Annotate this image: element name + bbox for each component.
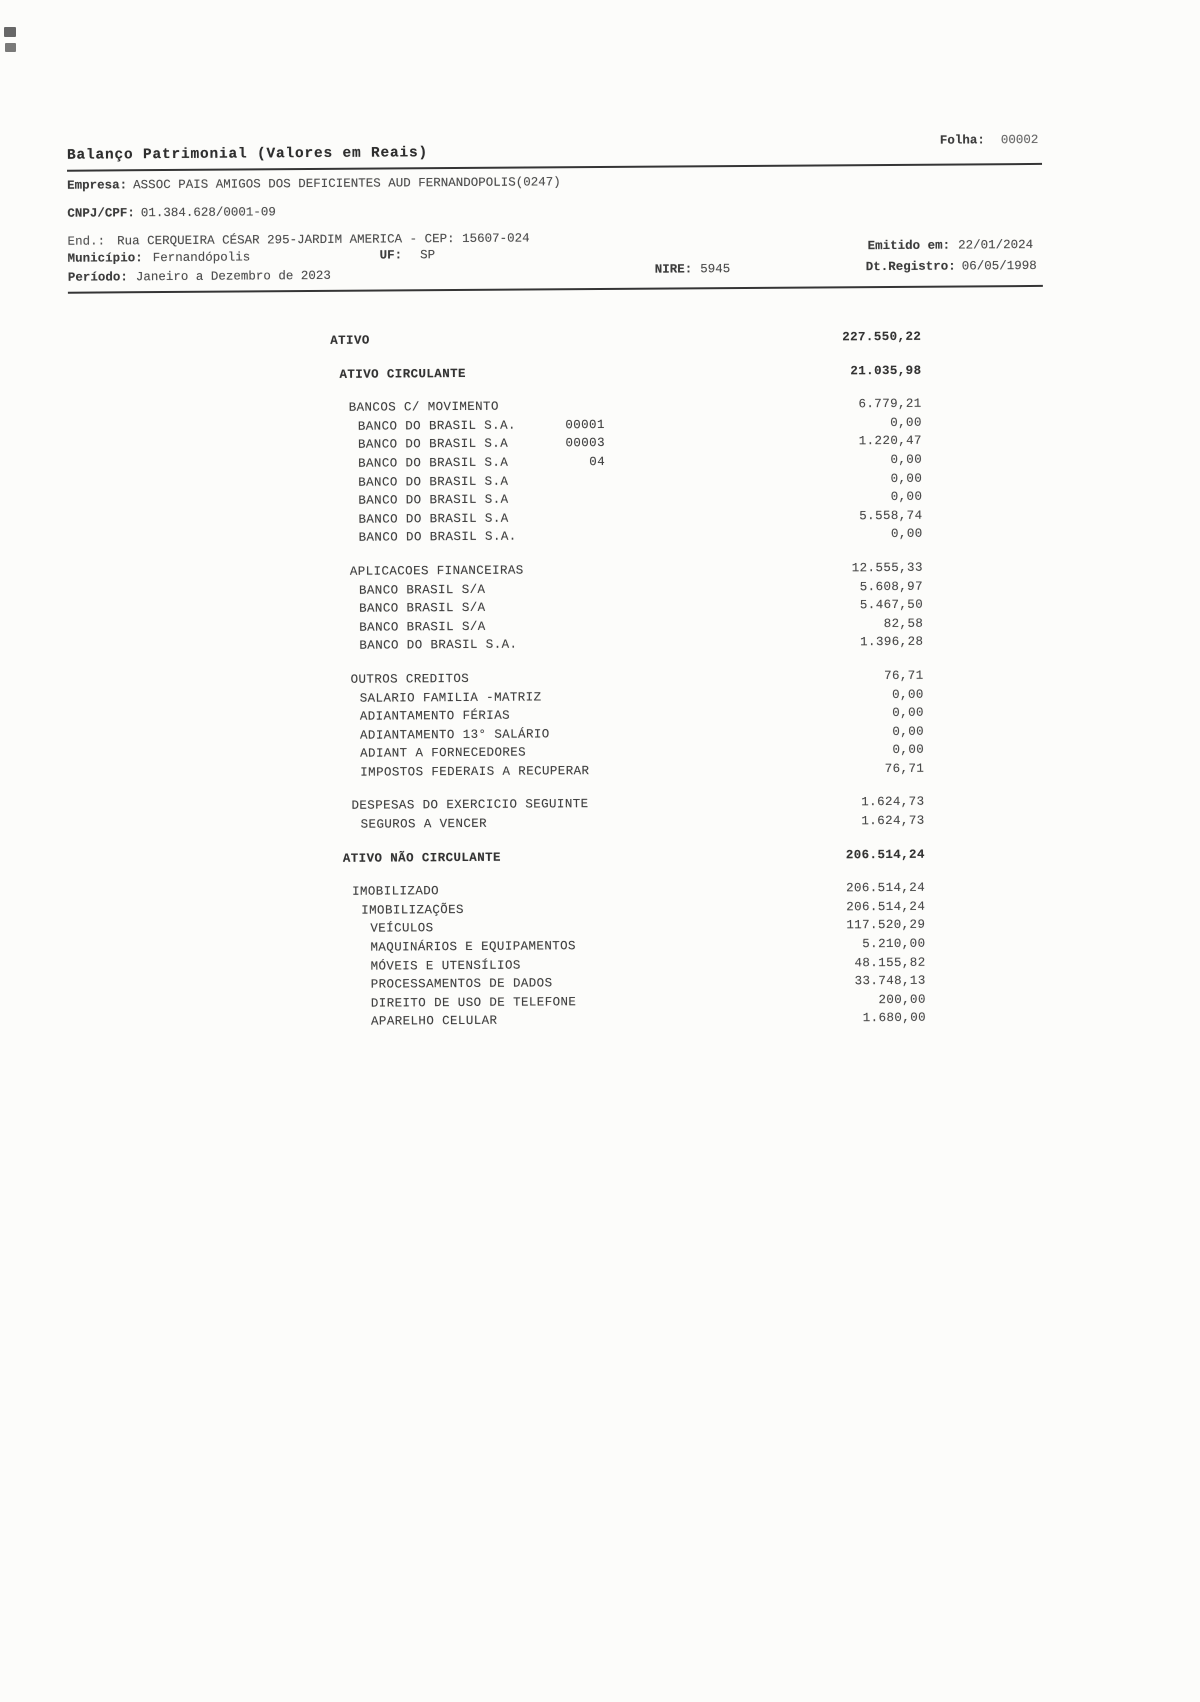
account-value: 0,00	[892, 743, 925, 758]
account-value: 5.608,97	[859, 579, 924, 594]
emitido-label: Emitido em:	[867, 238, 951, 254]
account-value: 0,00	[890, 415, 922, 430]
page-title: Balanço Patrimonial (Valores em Reais)	[66, 145, 429, 164]
municipio-value: Fernandópolis	[152, 250, 251, 266]
account-value: 33.748,13	[854, 973, 926, 989]
empresa-field	[67, 175, 561, 192]
account-label: BANCO DO BRASIL S.A	[358, 492, 509, 508]
account-label: MAQUINÁRIOS E EQUIPAMENTOS	[370, 939, 576, 955]
account-value: 117.520,29	[846, 918, 926, 933]
account-label: IMPOSTOS FEDERAIS A RECUPERAR	[360, 763, 590, 780]
account-label: IMOBILIZAÇÕES	[361, 902, 464, 918]
account-label: BANCO BRASIL S/A	[359, 600, 486, 616]
account-label: DIREITO DE USO DE TELEFONE	[370, 994, 577, 1011]
account-value: 0,00	[890, 489, 923, 505]
uf-label: UF:	[379, 248, 403, 263]
uf-field	[380, 248, 436, 262]
account-label: VEÍCULOS	[370, 921, 434, 937]
account-value: 1.624,73	[861, 795, 925, 810]
endereco-field	[67, 231, 529, 248]
account-value: 0,00	[892, 724, 925, 739]
nire-label: NIRE:	[654, 262, 693, 277]
account-label: ATIVO	[330, 333, 370, 348]
account-label: MÓVEIS E UTENSÍLIOS	[370, 958, 521, 974]
account-label: IMOBILIZADO	[352, 884, 440, 899]
account-value: 1.396,28	[860, 635, 924, 650]
account-label: ATIVO NÃO CIRCULANTE	[342, 850, 501, 866]
nire-field	[655, 262, 731, 277]
cnpj-field	[67, 205, 276, 220]
cnpj-value: 01.384.628/0001-09	[140, 205, 276, 221]
account-value: 227.550,22	[842, 329, 922, 345]
account-label: BANCO BRASIL S/A	[359, 619, 486, 635]
account-value: 0,00	[890, 527, 923, 542]
empresa-value: ASSOC PAIS AMIGOS DOS DEFICIENTES AUD FERNANDOPOLIS(0247)	[133, 175, 561, 193]
account-label: ADIANT A FORNECEDORES	[360, 745, 527, 761]
account-value: 82,58	[883, 616, 924, 631]
statement-rows	[0, 328, 1200, 1036]
folha-field	[940, 133, 1039, 148]
municipio-label: Município:	[67, 251, 143, 266]
account-value: 200,00	[878, 992, 926, 1007]
account-value: 12.555,33	[851, 560, 923, 576]
account-label: BANCO DO BRASIL S.A	[358, 474, 509, 490]
account-label: BANCO BRASIL S/A	[358, 582, 486, 598]
account-value: 76,71	[884, 761, 925, 776]
emitido-field	[868, 238, 1034, 253]
account-label: ADIANTAMENTO 13° SALÁRIO	[359, 727, 550, 743]
account-label: BANCO DO BRASIL S.A.	[358, 529, 517, 546]
account-value: 5.558,74	[859, 508, 923, 523]
folha-value: 00002	[1000, 132, 1039, 148]
account-value: 6.779,21	[858, 396, 922, 412]
account-code: 00003	[565, 436, 606, 451]
uf-value: SP	[420, 248, 436, 263]
account-value: 21.035,98	[850, 363, 922, 378]
account-value: 76,71	[884, 668, 924, 683]
account-label: DESPESAS DO EXERCICIO SEGUINTE	[351, 797, 589, 814]
account-label: BANCO DO BRASIL S.A	[358, 511, 509, 527]
periodo-field	[68, 269, 331, 285]
endereco-label: End.:	[67, 234, 106, 249]
account-value: 0,00	[892, 705, 924, 721]
account-label: BANCO DO BRASIL S.A	[358, 455, 509, 471]
cnpj-label: CNPJ/CPF:	[67, 206, 135, 221]
account-code: 04	[589, 454, 606, 470]
nire-value: 5945	[700, 262, 731, 277]
empresa-label: Empresa:	[67, 178, 128, 193]
account-value: 48.155,82	[854, 955, 926, 970]
account-value: 0,00	[890, 452, 923, 467]
statement-row	[0, 361, 1200, 388]
account-label: APLICACOES FINANCEIRAS	[349, 563, 524, 579]
account-value: 0,00	[890, 471, 923, 486]
folha-label: Folha:	[939, 133, 985, 148]
account-code: 00001	[565, 417, 605, 433]
account-label: SEGUROS A VENCER	[360, 816, 488, 832]
account-label: PROCESSAMENTOS DE DADOS	[370, 976, 553, 992]
periodo-value: Janeiro a Dezembro de 2023	[135, 268, 331, 285]
title-underline	[67, 163, 1042, 172]
account-value: 5.210,00	[862, 936, 926, 952]
account-value: 1.680,00	[862, 1011, 927, 1026]
account-value: 1.220,47	[858, 434, 923, 449]
municipio-field	[68, 250, 251, 265]
emitido-value: 22/01/2024	[958, 237, 1034, 253]
account-value: 1.624,73	[861, 813, 925, 829]
account-label: OUTROS CREDITOS	[350, 671, 470, 687]
account-label: APARELHO CELULAR	[370, 1014, 498, 1030]
account-label: ADIANTAMENTO FÉRIAS	[359, 708, 511, 724]
account-label: BANCO DO BRASIL S.A.	[357, 418, 516, 434]
header-divider	[68, 285, 1043, 294]
account-label: BANCO DO BRASIL S.A.	[359, 637, 518, 654]
statement-row	[0, 328, 1200, 355]
dt-registro-field	[866, 259, 1037, 274]
account-label: SALARIO FAMILIA -MATRIZ	[359, 689, 542, 706]
account-value: 206.514,24	[846, 899, 926, 915]
endereco-value: Rua CERQUEIRA CÉSAR 295-JARDIM AMERICA - CEP: 15607-024	[117, 231, 530, 249]
statement-row	[4, 845, 1200, 872]
dt-registro-value: 06/05/1998	[961, 258, 1037, 274]
account-label: BANCOS C/ MOVIMENTO	[348, 399, 499, 415]
account-value: 206.514,24	[846, 880, 926, 896]
account-label: BANCO DO BRASIL S.A	[357, 437, 509, 453]
account-value: 206.514,24	[845, 847, 925, 862]
account-value: 5.467,50	[859, 597, 924, 613]
periodo-label: Período:	[67, 270, 128, 285]
account-value: 0,00	[892, 687, 924, 702]
dt-registro-label: Dt.Registro:	[865, 259, 956, 275]
account-label: ATIVO CIRCULANTE	[339, 366, 466, 382]
